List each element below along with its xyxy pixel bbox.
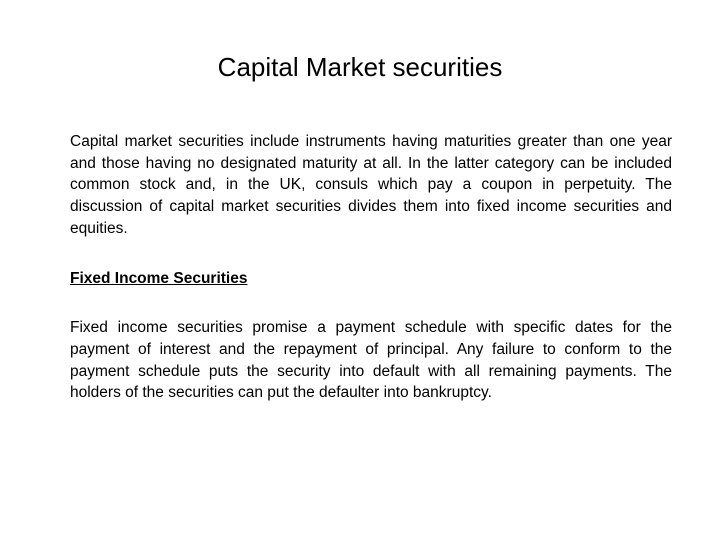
- fixed-income-paragraph: Fixed income securities promise a payment schedule with specific dates for the payment of interest and the repayment of principal. Any failure to conform to the payment schedule puts the security into default with all remaining payments. The holders of the securities can put the defaulter into bankruptcy.: [70, 319, 672, 402]
- intro-paragraph: Capital market securities include instruments having maturities greater than one year and those having no designated maturity at all. In the latter category can be included common stock and, in the UK, consuls which pay a coupon in perpetuity. The discussion of capital market securities divides them into fixed income securities and equities.: [70, 133, 672, 237]
- section-heading: Fixed Income Securities: [70, 269, 248, 287]
- slide-body: [70, 131, 672, 404]
- slide-title: Capital Market securities: [217, 52, 503, 82]
